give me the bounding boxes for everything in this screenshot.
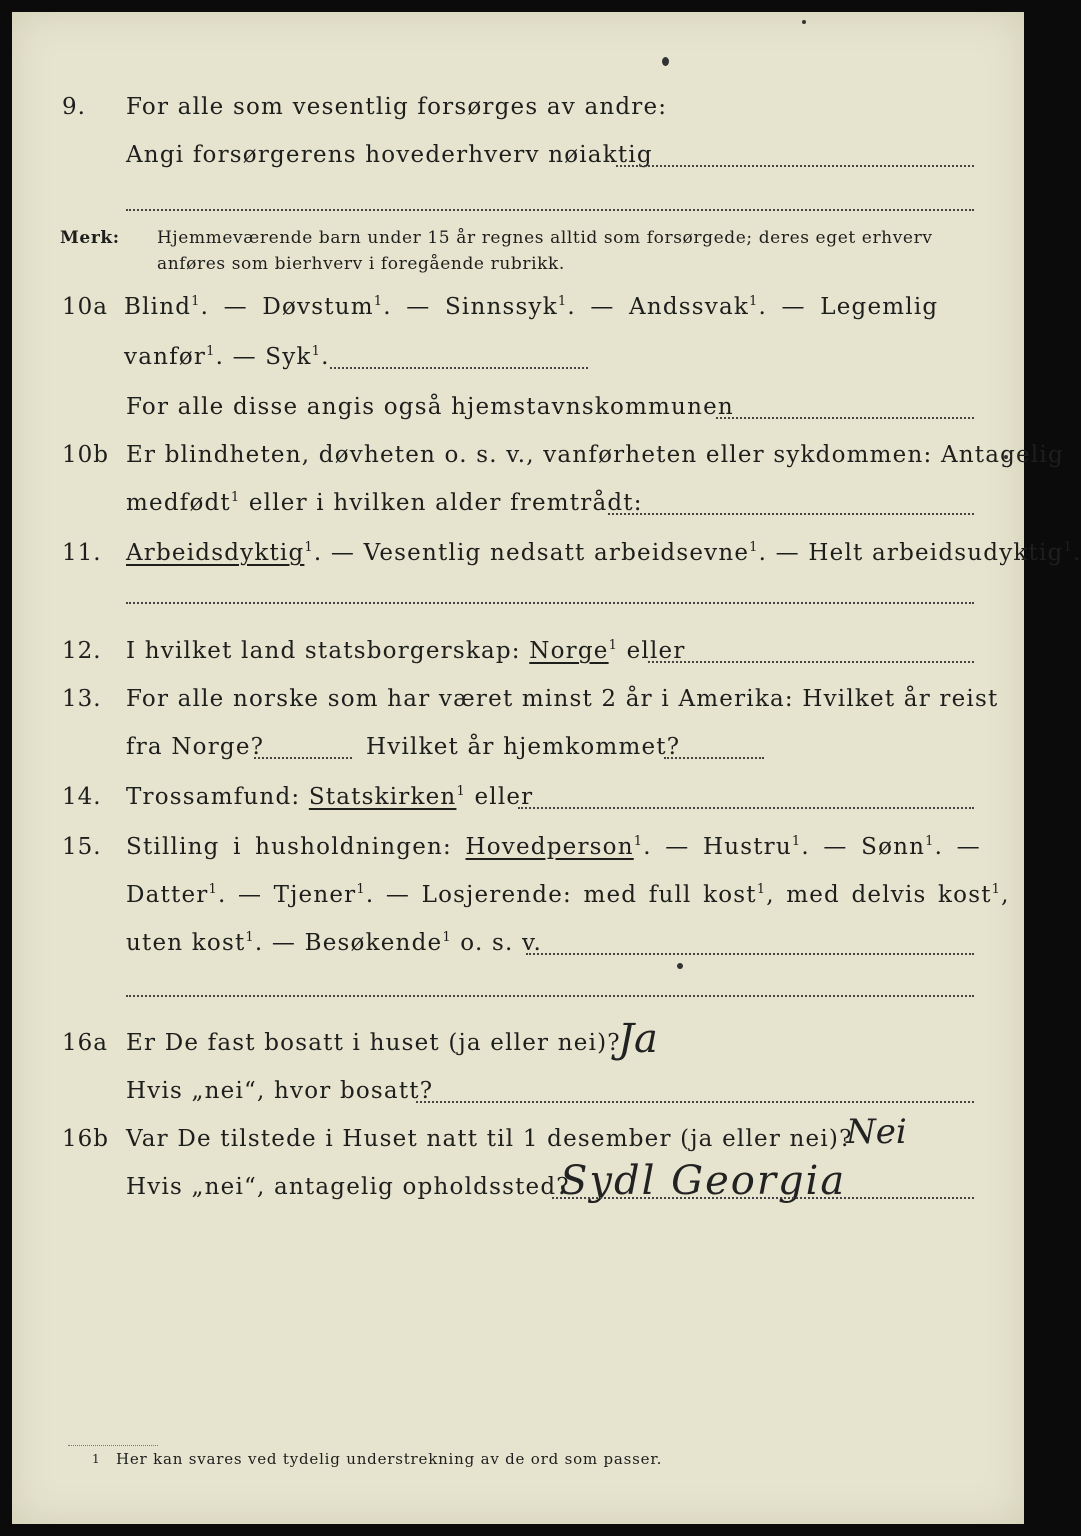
ink-speck	[677, 963, 683, 969]
question-16a-line2: Hvis „nei“, hvor bosatt?	[126, 1078, 434, 1104]
question-10a-line2: vanfør$^1$. — Syk$^1$.	[124, 344, 330, 370]
answer-line[interactable]	[608, 513, 974, 515]
note-label: Merk:	[60, 228, 120, 248]
answer-line[interactable]	[616, 165, 974, 167]
answer-line[interactable]	[552, 1197, 974, 1199]
answer-line[interactable]	[716, 417, 974, 419]
answer-line[interactable]	[126, 602, 974, 604]
underlined-choice[interactable]: Arbeidsdyktig	[126, 540, 305, 566]
form-page	[12, 12, 1081, 1524]
note-text: Hjemmeværende barn under 15 år regnes alltid som forsørgede; deres eget erhverv	[157, 228, 933, 248]
question-15-line2: Datter$^1$. — Tjener$^1$. — Losjerende: med full kost$^1$, med delvis kost$^1$,	[126, 882, 1010, 908]
question-15-line1: Stilling i husholdningen: Hovedperson$^1$. — Hustru$^1$. — Sønn$^1$. —	[126, 834, 981, 860]
answer-line[interactable]	[664, 757, 764, 759]
ink-speck	[662, 57, 669, 66]
handwritten-answer[interactable]: Sydl Georgia	[560, 1158, 847, 1204]
question-number: 16b	[62, 1126, 109, 1152]
question-9-subtext: Angi forsørgerens hovederhverv nøiaktig	[126, 142, 653, 168]
question-number: 15.	[62, 834, 102, 860]
question-number: 16a	[62, 1030, 108, 1056]
question-10a-line3: For alle disse angis også hjemstavnskommunen	[126, 394, 734, 420]
question-13-line2a: fra Norge?	[126, 734, 265, 760]
question-16a-line1: Er De fast bosatt i huset (ja eller nei)?	[126, 1030, 621, 1056]
question-number: 11.	[62, 540, 102, 566]
answer-line[interactable]	[518, 807, 974, 809]
note-text: anføres som bierhverv i foregående rubrikk.	[157, 254, 565, 274]
question-13-line2b: Hvilket år hjemkommet?	[366, 734, 681, 760]
question-9-text: For alle som vesentlig forsørges av andre:	[126, 94, 668, 120]
question-16b-line2: Hvis „nei“, antagelig opholdssted?	[126, 1174, 570, 1200]
answer-line[interactable]	[254, 757, 352, 759]
underlined-choice[interactable]: Statskirken	[308, 784, 457, 810]
answer-line[interactable]	[526, 953, 974, 955]
handwritten-answer[interactable]: Nei	[846, 1112, 907, 1152]
question-14-line: Trossamfund: Statskirken$^1$ eller	[126, 784, 534, 810]
answer-line[interactable]	[648, 661, 974, 663]
ink-speck	[802, 20, 806, 24]
question-number: 10a	[62, 294, 108, 320]
question-12-line: I hvilket land statsborgerskap: Norge$^1$ eller	[126, 638, 686, 664]
question-number: 14.	[62, 784, 102, 810]
question-number: 12.	[62, 638, 102, 664]
question-10a-line1: Blind$^1$. — Døvstum$^1$. — Sinnssyk$^1$. — Andssvak$^1$. — Legemlig	[124, 294, 939, 320]
question-13-line1: For alle norske som har været minst 2 år i Amerika: Hvilket år reist	[126, 686, 999, 712]
answer-line[interactable]	[126, 995, 974, 997]
question-15-line3: uten kost$^1$. — Besøkende$^1$ o. s. v.	[126, 930, 542, 956]
question-10b-line2: medfødt$^1$ eller i hvilken alder fremtrådt:	[126, 490, 643, 516]
underlined-choice[interactable]: Norge	[529, 638, 609, 664]
answer-line[interactable]	[126, 209, 974, 211]
footnote-rule	[68, 1445, 158, 1446]
underlined-choice[interactable]: Hovedperson	[465, 834, 634, 860]
question-11-line: Arbeidsdyktig$^1$. — Vesentlig nedsatt arbeidsevne$^1$. — Helt arbeidsudyktig$^1$.	[126, 540, 1081, 566]
question-number: 13.	[62, 686, 102, 712]
handwritten-answer[interactable]: Ja	[618, 1016, 658, 1062]
question-10b-line1: Er blindheten, døvheten o. s. v., vanførheten eller sykdommen: Antagelig	[126, 442, 1064, 468]
answer-line[interactable]	[416, 1101, 974, 1103]
answer-line[interactable]	[330, 367, 588, 369]
question-16b-line1: Var De tilstede i Huset natt til 1 desember (ja eller nei)?	[126, 1126, 853, 1152]
footnote-text: Her kan svares ved tydelig understrekning av de ord som passer.	[116, 1450, 663, 1468]
question-number: 10b	[62, 442, 109, 468]
footnote-mark: 1	[92, 1452, 101, 1466]
question-number: 9.	[62, 94, 86, 120]
